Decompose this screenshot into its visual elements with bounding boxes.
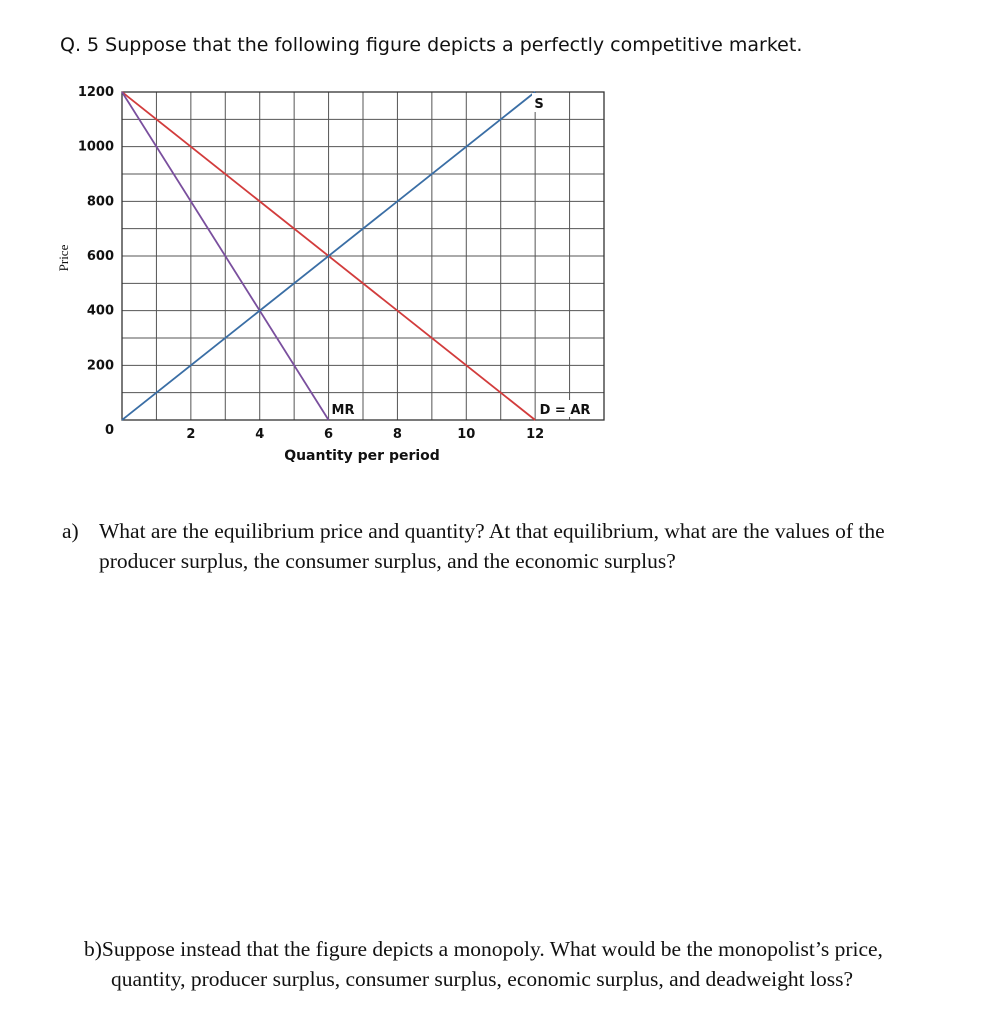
- y-axis-label: Price: [56, 244, 71, 272]
- y-tick-label: 600: [86, 249, 114, 264]
- part-b-line: b)Suppose instead that the figure depicts a monopoly. What would be the monopolist’s price,: [84, 937, 883, 961]
- mr-curve-label: MR: [331, 403, 355, 418]
- market-chart: [0, 0, 983, 500]
- part-a-line: What are the equilibrium price and quantity? At that equilibrium, what are the values of the: [99, 519, 885, 543]
- part-a-line: producer surplus, the consumer surplus, and the economic surplus?: [99, 549, 676, 573]
- part-a-text: [99, 516, 959, 576]
- part-a-label: a): [62, 519, 79, 543]
- y-tick-label: 1000: [77, 139, 114, 155]
- x-tick-label: 10: [457, 427, 476, 442]
- x-tick-label: 12: [526, 427, 545, 442]
- x-tick-label: 4: [255, 427, 265, 442]
- y-tick-label: 0: [104, 423, 114, 438]
- x-axis-label: Quantity per period: [284, 448, 440, 464]
- chart-ticks: [78, 85, 544, 442]
- y-tick-label: 200: [86, 358, 114, 374]
- demand-curve-label: D = AR: [539, 403, 591, 418]
- question-title: Q. 5 Suppose that the following figure depicts a perfectly competitive market.: [60, 34, 803, 56]
- x-tick-label: 2: [186, 427, 196, 442]
- supply-curve-label: S: [534, 97, 544, 112]
- y-tick-label: 1200: [77, 85, 114, 100]
- y-tick-label: 800: [86, 194, 114, 210]
- x-tick-label: 6: [324, 427, 334, 442]
- x-tick-label: 8: [392, 427, 402, 442]
- y-tick-label: 400: [86, 303, 114, 319]
- part-b-line: quantity, producer surplus, consumer surplus, economic surplus, and deadweight loss?: [111, 967, 854, 991]
- chart-grid: [122, 92, 604, 420]
